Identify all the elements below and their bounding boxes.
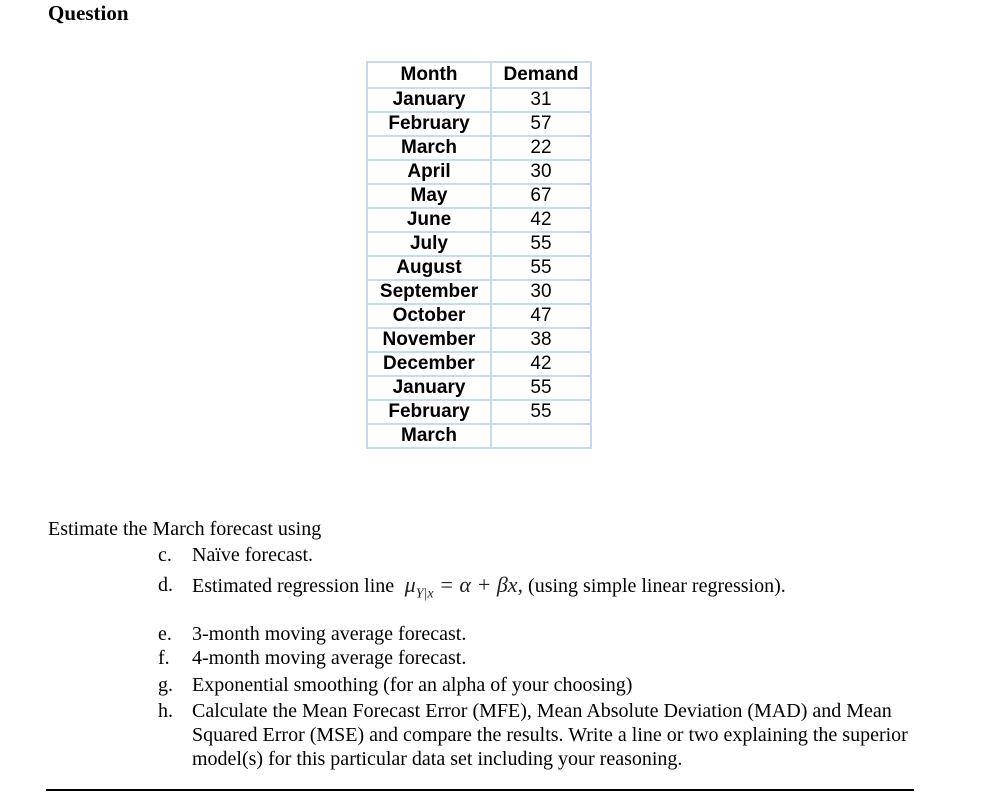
month-cell: January <box>367 88 491 112</box>
task-item-c <box>158 543 918 567</box>
task-label-c: c. <box>158 544 172 566</box>
demand-cell: 31 <box>491 88 591 112</box>
intro-text: Estimate the March forecast using <box>48 518 322 540</box>
table-body <box>367 88 591 448</box>
task-text-g: Exponential smoothing (for an alpha of your choosing) <box>192 674 633 697</box>
task-list <box>158 543 918 771</box>
table-row <box>367 280 591 304</box>
task-label-g: g. <box>158 674 173 697</box>
task-label-e: e. <box>158 623 172 646</box>
formula-subscript: Y|x <box>415 586 434 602</box>
bottom-rule <box>46 789 914 791</box>
demand-cell: 30 <box>491 280 591 304</box>
month-cell: April <box>367 160 491 184</box>
task-text-e: 3-month moving average forecast. <box>192 623 467 646</box>
table-row <box>367 88 591 112</box>
table-row <box>367 184 591 208</box>
task-label-h: h. <box>158 700 173 723</box>
demand-cell: 55 <box>491 256 591 280</box>
table-row <box>367 352 591 376</box>
task-item-h <box>158 699 918 771</box>
month-cell: October <box>367 304 491 328</box>
table-row <box>367 400 591 424</box>
month-cell: September <box>367 280 491 304</box>
month-cell: March <box>367 424 491 448</box>
table-header-row <box>367 62 591 88</box>
demand-table <box>366 61 592 449</box>
task-text-h: Calculate the Mean Forecast Error (MFE), Mean Absolute Deviation (MAD) and Mean Squared Error (MSE) and compare the results. Write a line or two explaining the superior model(s) for this particular data set including your reasoning. <box>192 700 908 771</box>
demand-cell: 57 <box>491 112 591 136</box>
table-row <box>367 256 591 280</box>
month-cell: June <box>367 208 491 232</box>
table-row <box>367 208 591 232</box>
table-row <box>367 160 591 184</box>
demand-cell: 47 <box>491 304 591 328</box>
formula-mu: μ <box>404 572 416 597</box>
table-row <box>367 232 591 256</box>
demand-cell <box>491 424 591 448</box>
task-label-d: d. <box>158 574 173 596</box>
demand-cell: 42 <box>491 352 591 376</box>
task-text-d-before: Estimated regression line <box>192 575 395 597</box>
question-heading: Question <box>48 1 129 25</box>
month-cell: July <box>367 232 491 256</box>
demand-cell: 22 <box>491 136 591 160</box>
demand-column-header: Demand <box>491 62 591 88</box>
task-text-c: Naïve forecast. <box>192 544 314 566</box>
formula-rest: = α + βx, <box>433 572 524 597</box>
demand-cell: 55 <box>491 400 591 424</box>
task-item-g <box>158 673 918 697</box>
demand-cell: 30 <box>491 160 591 184</box>
task-label-f: f. <box>158 647 170 670</box>
table-row <box>367 304 591 328</box>
table-row <box>367 328 591 352</box>
month-cell: February <box>367 400 491 424</box>
task-item-e <box>158 622 918 646</box>
task-text-f: 4-month moving average forecast. <box>192 647 467 670</box>
regression-formula <box>399 572 524 602</box>
demand-cell: 42 <box>491 208 591 232</box>
table-row <box>367 376 591 400</box>
task-item-f <box>158 646 918 670</box>
task-text-d-after: (using simple linear regression). <box>523 575 786 597</box>
month-cell: February <box>367 112 491 136</box>
table-row <box>367 424 591 448</box>
demand-cell: 67 <box>491 184 591 208</box>
demand-cell: 38 <box>491 328 591 352</box>
demand-cell: 55 <box>491 376 591 400</box>
month-cell: August <box>367 256 491 280</box>
month-cell: May <box>367 184 491 208</box>
month-cell: December <box>367 352 491 376</box>
demand-cell: 55 <box>491 232 591 256</box>
task-item-d <box>158 573 918 606</box>
table-row <box>367 112 591 136</box>
month-cell: March <box>367 136 491 160</box>
month-column-header: Month <box>367 62 491 88</box>
month-cell: November <box>367 328 491 352</box>
month-cell: January <box>367 376 491 400</box>
table-row <box>367 136 591 160</box>
